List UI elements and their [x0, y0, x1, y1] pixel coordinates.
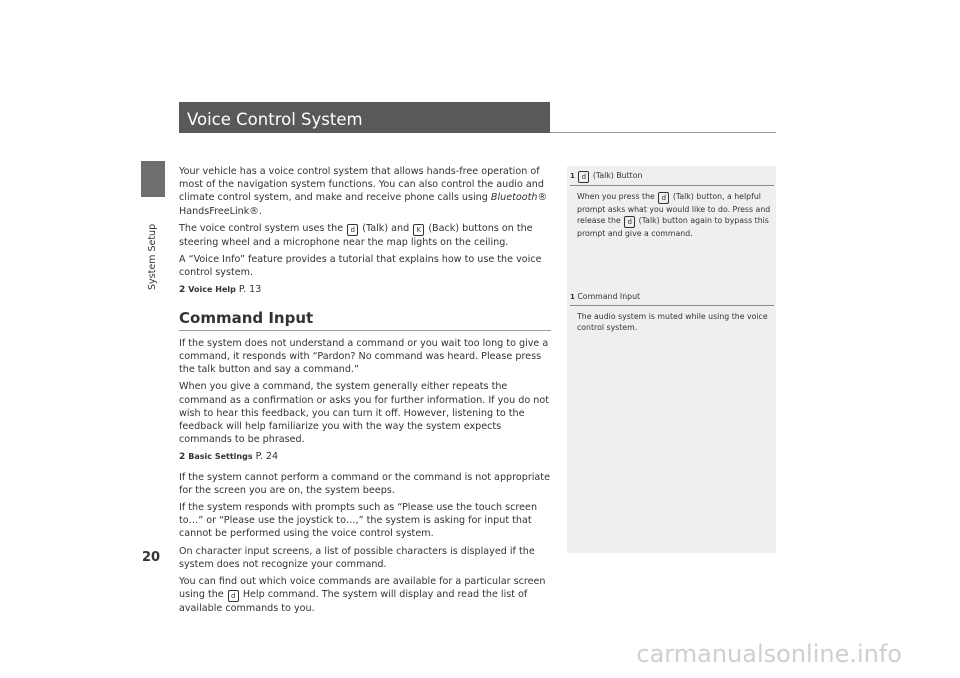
talk-button-icon: d [347, 224, 358, 236]
talk-button-icon: d [624, 216, 635, 228]
talk-button-icon: d [658, 192, 669, 204]
back-button-icon: K [413, 224, 424, 236]
intro-text: (Back) buttons on the steering wheel and a microphone near the map lights on the ceiling. [179, 222, 533, 248]
bluetooth-brand: Bluetooth® [490, 192, 548, 204]
intro-text: (Talk) and [359, 222, 413, 234]
note-heading [570, 291, 774, 306]
voice-help-link[interactable] [179, 283, 551, 297]
talk-button-icon: d [228, 590, 239, 602]
talk-button-icon: d [578, 171, 589, 183]
note-title: (Talk) Button [590, 171, 643, 180]
intro-text-end: HandsFreeLink®. [179, 205, 262, 217]
note-text: (Talk) button again to bypass this prompt and give a command. [577, 216, 769, 238]
xref-arrow-icon: 2 [179, 452, 186, 463]
talk-button-note [570, 170, 774, 239]
note-body: The audio system is muted while using the voice control system. [577, 312, 768, 332]
xref-page: P. 24 [252, 451, 278, 463]
basic-settings-link[interactable] [179, 450, 551, 464]
section-side-label: System Setup [147, 223, 158, 290]
command-text: You can find out which voice commands are available for a particular screen using the [179, 576, 546, 601]
intro-paragraph-1 [179, 165, 551, 218]
note-number: 1 [570, 172, 575, 180]
command-input-note [570, 291, 774, 333]
section-tab-marker [141, 161, 165, 197]
command-paragraph-6 [179, 575, 551, 615]
command-input-heading: Command Input [179, 312, 551, 331]
command-paragraph-4: If the system responds with prompts such as “Please use the touch screen to…” or “Please use the joystick to…,” the system is asking for input that cannot be performed using the voice control system. [179, 502, 538, 540]
intro-text: The voice control system uses the [179, 222, 347, 234]
xref-arrow-icon: 2 [179, 285, 186, 296]
xref-label: Basic Settings [188, 452, 253, 462]
note-text: (Talk) button, a helpful prompt asks what you would like to do. Press and release the [577, 192, 771, 225]
command-text: Help command. The system will display and read the list of available commands to you. [179, 589, 528, 615]
title-rule [550, 132, 776, 133]
command-paragraph-5: On character input screens, a list of possible characters is displayed if the system does not recognize your command. [179, 545, 535, 570]
command-paragraph-2: When you give a command, the system generally either repeats the command as a confirmation or asks you for further information. If you do not wish to hear this feedback, you can turn it off. However, listening to the feedback will help familiarize you with the way the system expects commands to be phrased. [179, 381, 550, 446]
intro-paragraph-2 [179, 222, 551, 249]
note-body [570, 191, 774, 239]
note-heading [570, 170, 774, 186]
intro-text: Your vehicle has a voice control system that allows hands-free operation of most of the navigation system functions. You can also control the audio and climate control system, and make and receive phone calls using [179, 166, 544, 204]
watermark: carmanualsonline.info [636, 640, 902, 668]
command-paragraph-3: If the system cannot perform a command or the command is not appropriate for the screen you are on, the system beeps. [179, 471, 550, 496]
xref-page: P. 13 [235, 284, 262, 296]
note-text: When you press the [577, 192, 658, 201]
main-column [179, 165, 551, 619]
page-number: 20 [142, 550, 161, 565]
xref-label: Voice Help [188, 285, 236, 295]
command-paragraph-1: If the system does not understand a command or you wait too long to give a command, it responds with “Pardon? No command was heard. Please press the talk button and say a command.” [179, 337, 549, 376]
note-number: 1 [570, 293, 575, 301]
intro-paragraph-3: A “Voice Info” feature provides a tutorial that explains how to use the voice control system. [179, 254, 542, 279]
note-title: Command Input [577, 292, 641, 301]
page-title: Voice Control System [179, 102, 550, 133]
